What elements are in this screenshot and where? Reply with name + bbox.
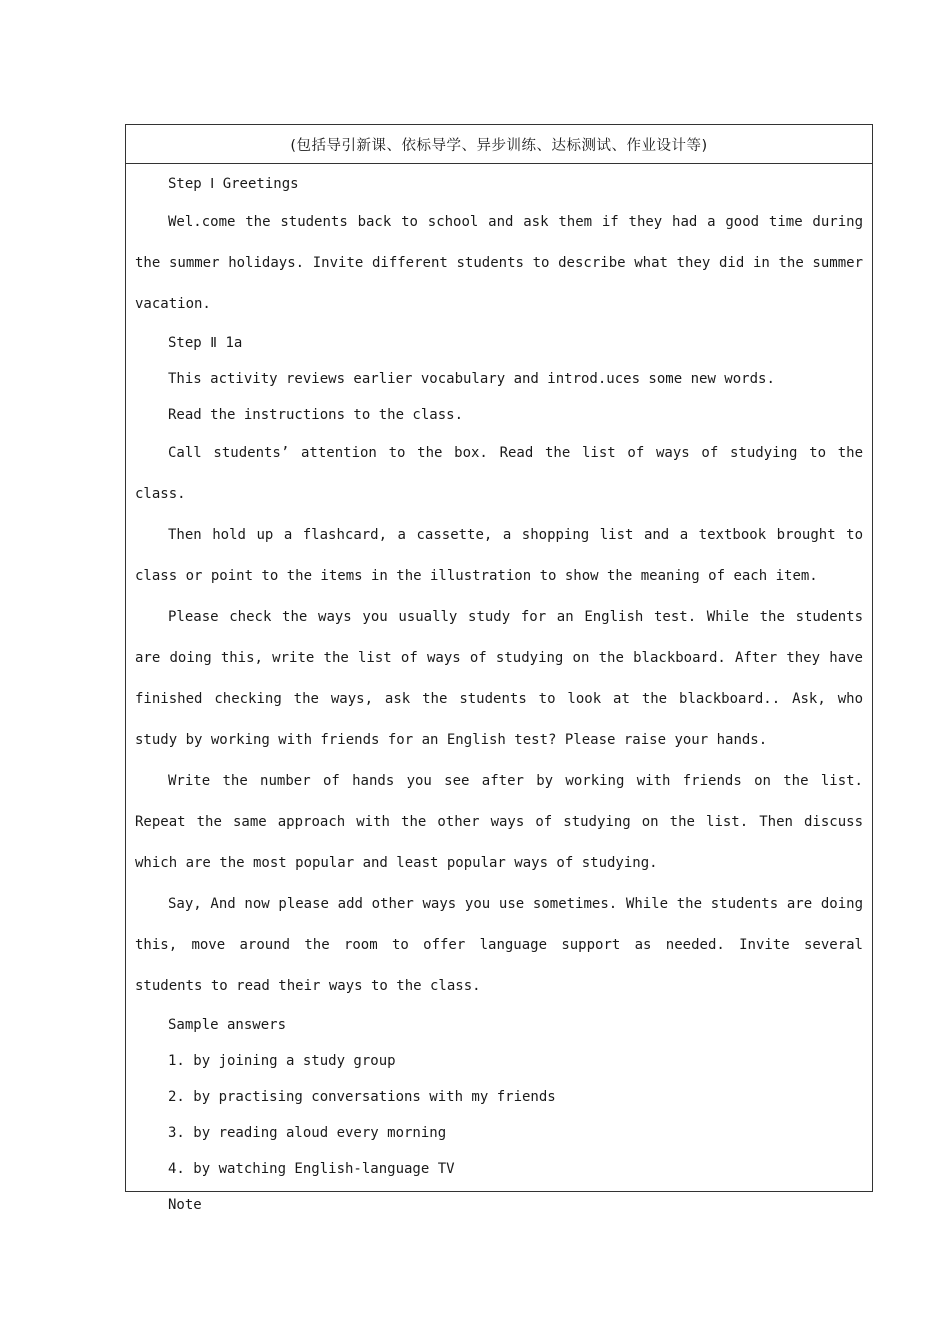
note-label: Note — [168, 1197, 202, 1213]
paragraph-count-hands: Write the number of hands you see after by working with friends on the list. Repeat the same approach with the other ways of studying on the list. Then discuss which are the most popular and least popular ways of studying. — [135, 773, 863, 871]
paragraph-flashcard: Then hold up a flashcard, a cassette, a shopping list and a textbook brought to class or point to the items in the illustration to show the meaning of each item. — [135, 527, 863, 584]
step-1-title: Step Ⅰ Greetings — [168, 176, 299, 192]
step-2-title: Step Ⅱ 1a — [168, 335, 243, 351]
paragraph-activity-intro: This activity reviews earlier vocabulary and introd.uces some new words. — [168, 371, 775, 387]
sample-answer-item: 2. by practising conversations with my friends — [168, 1089, 556, 1105]
table-header-text: (包括导引新课、依标导学、异步训练、达标测试、作业设计等) — [290, 137, 708, 154]
paragraph-greetings: Wel.come the students back to school and ask them if they had a good time during the summer holidays. Invite different students to describe what they did in the summer vacation. — [135, 214, 863, 312]
lesson-plan-table — [125, 124, 873, 1213]
lesson-content — [126, 164, 872, 1223]
paragraph-add-ways: Say, And now please add other ways you use sometimes. While the students are doing this, move around the room to offer language support as needed. Invite several students to read their ways to the class. — [135, 896, 863, 994]
sample-answer-item: 1. by joining a study group — [168, 1053, 396, 1069]
paragraph-call-attention: Call students’ attention to the box. Read the list of ways of studying to the class. — [135, 445, 863, 502]
sample-answer-item: 4. by watching English-language TV — [168, 1161, 455, 1177]
sample-answer-item: 3. by reading aloud every morning — [168, 1125, 447, 1141]
table-header-row — [126, 125, 872, 164]
paragraph-check-ways: Please check the ways you usually study for an English test. While the students are doing this, write the list of ways of studying on the blackboard. After they have finished checking the ways, ask the students to look at the blackboard.. Ask, who study by working with friends for an English test? Please raise your hands. — [135, 609, 863, 748]
sample-answers-title: Sample answers — [168, 1017, 287, 1033]
paragraph-read-instructions: Read the instructions to the class. — [168, 407, 464, 423]
